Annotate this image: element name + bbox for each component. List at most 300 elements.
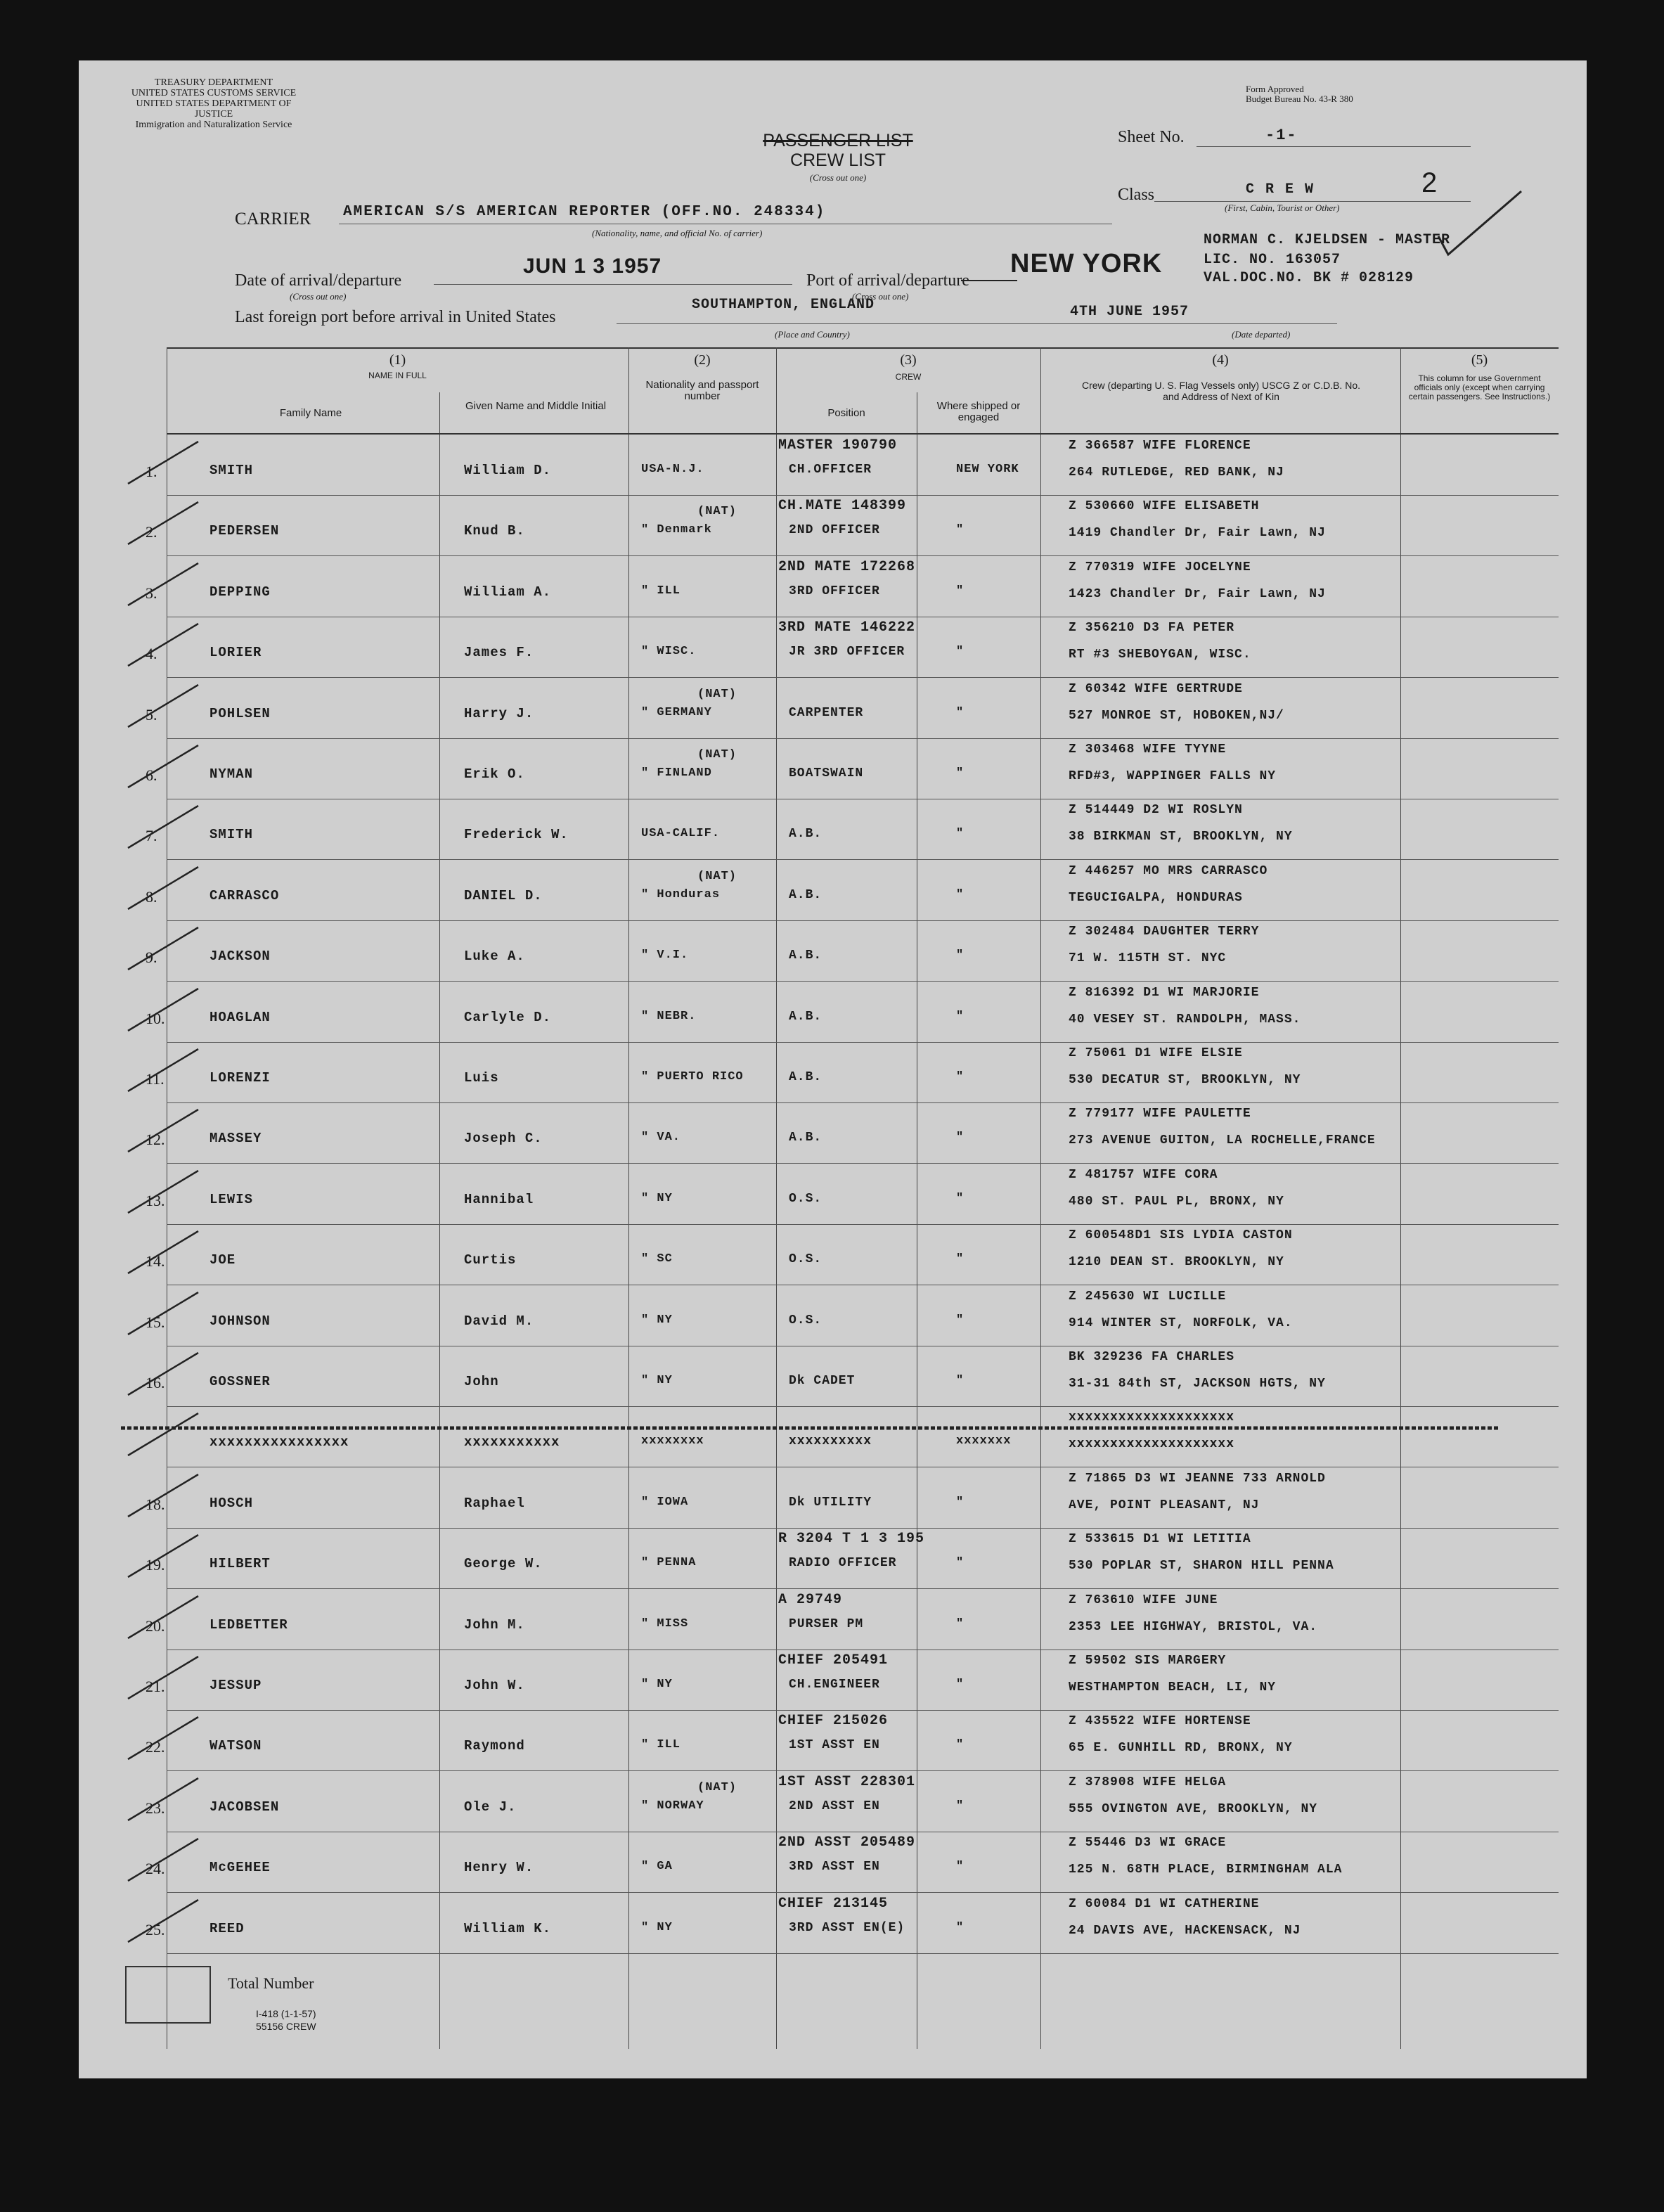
next-of-kin-address: 2353 LEE HIGHWAY, BRISTOL, VA. xyxy=(1069,1619,1318,1634)
form-number: I-418 (1-1-57) xyxy=(256,2008,316,2019)
family-name: NYMAN xyxy=(209,766,254,782)
nationality: " WISC. xyxy=(641,645,697,659)
tally-mark-icon xyxy=(121,1102,205,1159)
column-4-title: Crew (departing U. S. Flag Vessels only) USCG Z or C.D.B. No. and Address of Next of Kin xyxy=(1081,380,1360,402)
where-engaged: " xyxy=(956,1556,965,1570)
where-engaged: " xyxy=(956,1495,965,1509)
position: 3RD ASST EN(E) xyxy=(789,1920,905,1935)
table-row xyxy=(79,556,1587,617)
given-name: Harry J. xyxy=(464,705,534,721)
cancelled-row-strike xyxy=(121,1417,1499,1439)
where-engaged: " xyxy=(956,1616,965,1631)
nationality: " GA xyxy=(641,1860,673,1874)
row-number: 13. xyxy=(146,1191,165,1209)
family-name: HOSCH xyxy=(209,1495,254,1511)
nationality: " NEBR. xyxy=(641,1009,697,1023)
tally-mark-icon xyxy=(121,1893,205,1949)
row-number: 18. xyxy=(146,1495,165,1513)
nationality: " FINLAND xyxy=(641,766,712,780)
where-engaged: " xyxy=(956,1313,965,1327)
nationality-note: (NAT) xyxy=(697,748,737,761)
family-name: McGEHEE xyxy=(209,1860,271,1876)
family-name: POHLSEN xyxy=(209,705,271,721)
position: Dk CADET xyxy=(789,1374,856,1388)
nationality: " NY xyxy=(641,1374,673,1387)
family-name: WATSON xyxy=(209,1738,262,1754)
last-port-value: SOUTHAMPTON, ENGLAND xyxy=(692,297,875,313)
crew-id-next-of-kin: Z 378908 WIFE HELGA xyxy=(1069,1775,1227,1789)
family-name: JACKSON xyxy=(209,949,271,965)
next-of-kin-address: 1423 Chandler Dr, Fair Lawn, NJ xyxy=(1069,586,1326,601)
table-row xyxy=(79,738,1587,799)
family-name: CARRASCO xyxy=(209,887,280,904)
family-name: JACOBSEN xyxy=(209,1799,280,1815)
table-row xyxy=(79,1224,1587,1285)
given-name: William D. xyxy=(464,463,552,478)
given-name: John W. xyxy=(464,1678,525,1693)
position: RADIO OFFICER xyxy=(789,1556,897,1571)
given-name: Luke A. xyxy=(464,949,525,965)
family-name: MASSEY xyxy=(209,1131,262,1147)
port-label: Port of arrival/departure xyxy=(806,271,969,290)
date-label: Date of arrival/departure xyxy=(235,271,402,290)
row-number: 12. xyxy=(146,1131,165,1149)
carrier-value: AMERICAN S/S AMERICAN REPORTER (OFF.NO. 248334) xyxy=(343,204,826,220)
column-position-header: Position xyxy=(827,407,865,419)
position: A.B. xyxy=(789,827,823,842)
master-license: LIC. NO. 163057 xyxy=(1204,252,1341,268)
nationality: " NORWAY xyxy=(641,1799,704,1813)
nationality: " VA. xyxy=(641,1131,681,1145)
page-mark: 2 xyxy=(1421,167,1438,198)
date-caption: (Cross out one) xyxy=(290,291,347,302)
crew-id-next-of-kin: Z 533615 D1 WI LETITIA xyxy=(1069,1532,1251,1547)
table-row xyxy=(79,435,1587,495)
crew-id-next-of-kin: Z 514449 D2 WI ROSLYN xyxy=(1069,803,1243,818)
tally-mark-icon xyxy=(121,1650,205,1706)
table-row xyxy=(79,982,1587,1042)
where-engaged: " xyxy=(956,1191,965,1205)
tally-mark-icon xyxy=(121,678,205,734)
cross-out-departure xyxy=(961,274,1017,288)
row-number: 15. xyxy=(146,1313,165,1331)
nationality-note: (NAT) xyxy=(697,687,737,701)
family-name: LORENZI xyxy=(209,1070,271,1086)
given-name: Luis xyxy=(464,1070,499,1086)
table-row xyxy=(79,495,1587,555)
nationality: " NY xyxy=(641,1678,673,1691)
class-label: Class xyxy=(1118,186,1155,204)
next-of-kin-address: 555 OVINGTON AVE, BROOKLYN, NY xyxy=(1069,1801,1318,1816)
last-port-label: Last foreign port before arrival in United States xyxy=(235,308,556,326)
where-engaged: " xyxy=(956,766,965,780)
next-of-kin-address: 480 ST. PAUL PL, BRONX, NY xyxy=(1069,1194,1284,1209)
given-name: William A. xyxy=(464,584,552,600)
table-row xyxy=(79,1710,1587,1770)
class-caption: (First, Cabin, Tourist or Other) xyxy=(1225,202,1340,213)
table-row xyxy=(79,1102,1587,1163)
position: CH.OFFICER xyxy=(789,463,872,477)
where-engaged: " xyxy=(956,645,965,659)
license-number: CH.MATE 148399 xyxy=(778,498,907,515)
crew-id-next-of-kin: Z 356210 D3 FA PETER xyxy=(1069,621,1235,636)
nationality: " Denmark xyxy=(641,523,712,537)
nationality: " NY xyxy=(641,1920,673,1934)
row-number: 8. xyxy=(146,887,157,906)
column-1-number: (1) xyxy=(389,352,406,368)
given-name: William K. xyxy=(464,1920,552,1936)
tally-mark-icon xyxy=(121,799,205,855)
given-name: John M. xyxy=(464,1616,525,1633)
row-number: 2. xyxy=(146,523,157,541)
agency-line: TREASURY DEPARTMENT xyxy=(154,77,273,88)
next-of-kin-address: RFD#3, WAPPINGER FALLS NY xyxy=(1069,769,1277,783)
table-row xyxy=(79,1164,1587,1224)
nationality-note: (NAT) xyxy=(697,1780,737,1794)
where-engaged: " xyxy=(956,1374,965,1387)
nationality: " PUERTO RICO xyxy=(641,1070,744,1084)
port-caption: (Cross out one) xyxy=(852,291,909,302)
given-name: Frederick W. xyxy=(464,827,569,843)
row-number: 9. xyxy=(146,949,157,967)
license-number: 1ST ASST 228301 xyxy=(778,1773,916,1790)
position: A.B. xyxy=(789,949,823,963)
given-name: George W. xyxy=(464,1556,543,1572)
tally-mark-icon xyxy=(121,1346,205,1402)
sheet-label: Sheet No. xyxy=(1118,128,1185,146)
table-row xyxy=(79,1528,1587,1588)
position: O.S. xyxy=(789,1191,823,1206)
column-3-title: CREW xyxy=(895,372,922,382)
row-number: 3. xyxy=(146,584,157,602)
nationality: " SC xyxy=(641,1252,673,1266)
column-3-number: (3) xyxy=(900,352,917,368)
nationality: " ILL xyxy=(641,1738,681,1752)
total-number-label: Total Number xyxy=(228,1974,314,1992)
position: CH.ENGINEER xyxy=(789,1678,880,1692)
nationality: " V.I. xyxy=(641,949,689,963)
crew-id-next-of-kin: Z 816392 D1 WI MARJORIE xyxy=(1069,985,1260,1000)
tally-mark-icon xyxy=(121,1710,205,1766)
column-5-title: This column for use Government officials only (except when carrying certain passengers. See Instructions.) xyxy=(1408,373,1551,401)
crew-id-next-of-kin: Z 245630 WI LUCILLE xyxy=(1069,1289,1227,1304)
row-number: 10. xyxy=(146,1009,165,1027)
table-top-border xyxy=(167,347,1559,349)
nationality: " Honduras xyxy=(641,887,721,901)
where-engaged: " xyxy=(956,887,965,901)
row-number: 6. xyxy=(146,766,157,784)
next-of-kin-address: 71 W. 115TH ST. NYC xyxy=(1069,951,1227,966)
family-name: LEDBETTER xyxy=(209,1616,288,1633)
license-number: CHIEF 205491 xyxy=(778,1652,889,1668)
given-name: David M. xyxy=(464,1313,534,1329)
nationality: " ILL xyxy=(641,584,681,598)
next-of-kin-address: xxxxxxxxxxxxxxxxxxxx xyxy=(1069,1437,1235,1452)
row-number: 22. xyxy=(146,1738,165,1756)
total-number-box xyxy=(125,1966,211,2024)
where-engaged: " xyxy=(956,1131,965,1145)
table-row xyxy=(79,799,1587,859)
next-of-kin-address: 125 N. 68TH PLACE, BIRMINGHAM ALA xyxy=(1069,1863,1343,1877)
nationality: USA-N.J. xyxy=(641,463,704,476)
tally-mark-icon xyxy=(121,982,205,1038)
where-engaged: " xyxy=(956,1070,965,1084)
license-number: 2ND MATE 172268 xyxy=(778,558,916,575)
tally-mark-icon xyxy=(121,738,205,795)
row-number: 21. xyxy=(146,1678,165,1695)
next-of-kin-address: 914 WINTER ST, NORFOLK, VA. xyxy=(1069,1316,1293,1330)
master-doc: VAL.DOC.NO. BK # 028129 xyxy=(1204,270,1414,286)
license-number: 3RD MATE 146222 xyxy=(778,619,916,636)
nationality: " PENNA xyxy=(641,1556,697,1570)
family-name: SMITH xyxy=(209,463,254,478)
table-row xyxy=(79,1893,1587,1953)
column-2-title: Nationality and passport number xyxy=(645,379,759,402)
next-of-kin-address: WESTHAMPTON BEACH, LI, NY xyxy=(1069,1680,1277,1695)
tally-mark-icon xyxy=(121,495,205,551)
position: Dk UTILITY xyxy=(789,1495,872,1510)
row-divider xyxy=(167,1953,1559,1954)
sheet-underline xyxy=(1197,146,1471,147)
row-number: 14. xyxy=(146,1252,165,1271)
position: 1ST ASST EN xyxy=(789,1738,880,1753)
given-name: DANIEL D. xyxy=(464,887,543,904)
where-engaged: " xyxy=(956,705,965,719)
place-caption: (Place and Country) xyxy=(775,329,850,340)
crew-id-next-of-kin: BK 329236 FA CHARLES xyxy=(1069,1350,1235,1364)
crew-id-next-of-kin: Z 481757 WIFE CORA xyxy=(1069,1167,1218,1182)
nationality: " MISS xyxy=(641,1616,689,1631)
position: A.B. xyxy=(789,1070,823,1084)
row-number: 19. xyxy=(146,1556,165,1574)
next-of-kin-address: 40 VESEY ST. RANDOLPH, MASS. xyxy=(1069,1012,1301,1027)
crew-id-next-of-kin: Z 60342 WIFE GERTRUDE xyxy=(1069,681,1243,696)
tally-mark-icon xyxy=(121,1042,205,1098)
position: PURSER PM xyxy=(789,1616,864,1631)
title-caption: (Cross out one) xyxy=(809,172,867,183)
position: CARPENTER xyxy=(789,705,864,720)
given-name: Ole J. xyxy=(464,1799,517,1815)
tally-mark-icon xyxy=(121,1771,205,1827)
next-of-kin-address: 24 DAVIS AVE, HACKENSACK, NJ xyxy=(1069,1923,1301,1938)
approval-line: Budget Bureau No. 43-R 380 xyxy=(1246,94,1353,104)
position: xxxxxxxxxx xyxy=(789,1434,872,1449)
position: BOATSWAIN xyxy=(789,766,864,780)
row-number: 16. xyxy=(146,1374,165,1391)
column-family-header: Family Name xyxy=(279,407,342,419)
table-row xyxy=(79,860,1587,920)
table-row xyxy=(79,1589,1587,1650)
crew-id-next-of-kin: Z 435522 WIFE HORTENSE xyxy=(1069,1714,1251,1729)
license-number: CHIEF 215026 xyxy=(778,1713,889,1730)
carrier-caption: (Nationality, name, and official No. of carrier) xyxy=(592,228,763,238)
date-departed-caption: (Date departed) xyxy=(1232,329,1291,340)
crew-id-next-of-kin: Z 763610 WIFE JUNE xyxy=(1069,1593,1218,1607)
next-of-kin-address: 530 POPLAR ST, SHARON HILL PENNA xyxy=(1069,1559,1334,1574)
crew-id-next-of-kin: Z 779177 WIFE PAULETTE xyxy=(1069,1107,1251,1121)
crew-id-next-of-kin: Z 600548D1 SIS LYDIA CASTON xyxy=(1069,1228,1293,1243)
column-given-header: Given Name and Middle Initial xyxy=(465,400,607,412)
tally-mark-icon xyxy=(121,617,205,673)
table-row xyxy=(79,617,1587,677)
family-name: DEPPING xyxy=(209,584,271,600)
row-number: 7. xyxy=(146,827,157,845)
family-name: PEDERSEN xyxy=(209,523,280,539)
column-5-number: (5) xyxy=(1471,352,1488,368)
date-underline xyxy=(434,284,792,285)
where-engaged: " xyxy=(956,584,965,598)
row-number: 1. xyxy=(146,463,157,480)
class-value: C R E W xyxy=(1246,181,1315,198)
nationality: USA-CALIF. xyxy=(641,827,721,841)
given-name: John xyxy=(464,1374,499,1389)
family-name: JOE xyxy=(209,1252,236,1268)
where-engaged: xxxxxxx xyxy=(956,1434,1012,1448)
license-number: R 3204 T 1 3 195 xyxy=(778,1531,925,1548)
given-name: Carlyle D. xyxy=(464,1009,552,1025)
table-row xyxy=(79,1650,1587,1710)
tally-mark-icon xyxy=(121,1589,205,1645)
row-number: 24. xyxy=(146,1860,165,1878)
family-name: JOHNSON xyxy=(209,1313,271,1329)
family-name: HILBERT xyxy=(209,1556,271,1572)
row-number: 20. xyxy=(146,1616,165,1635)
position: 3RD OFFICER xyxy=(789,584,880,598)
given-name: Raymond xyxy=(464,1738,525,1754)
table-row xyxy=(79,1285,1587,1346)
position: A.B. xyxy=(789,1131,823,1145)
crew-id-next-of-kin: Z 55446 D3 WI GRACE xyxy=(1069,1836,1227,1851)
next-of-kin-address: 65 E. GUNHILL RD, BRONX, NY xyxy=(1069,1741,1293,1756)
crew-id-next-of-kin: Z 366587 WIFE FLORENCE xyxy=(1069,439,1251,453)
given-name: Knud B. xyxy=(464,523,525,539)
tally-mark-icon xyxy=(121,1832,205,1888)
family-name: xxxxxxxxxxxxxxxx xyxy=(209,1434,349,1451)
table-row xyxy=(79,920,1587,981)
table-row xyxy=(79,1346,1587,1406)
table-row xyxy=(79,1042,1587,1102)
table-row xyxy=(79,1771,1587,1832)
where-engaged: " xyxy=(956,949,965,963)
table-row xyxy=(79,1832,1587,1892)
given-name: xxxxxxxxxxx xyxy=(464,1434,560,1451)
carrier-label: CARRIER xyxy=(235,210,311,229)
given-name: Henry W. xyxy=(464,1860,534,1876)
row-number: 5. xyxy=(146,705,157,724)
agency-line: Immigration and Naturalization Service xyxy=(135,120,292,130)
family-name: GOSSNER xyxy=(209,1374,271,1389)
tally-mark-icon xyxy=(121,920,205,977)
crew-id-next-of-kin: Z 59502 SIS MARGERY xyxy=(1069,1654,1227,1668)
where-engaged: " xyxy=(956,1920,965,1934)
column-where-header: Where shipped or engaged xyxy=(936,400,1021,423)
position: 2ND OFFICER xyxy=(789,523,880,538)
next-of-kin-address: 31-31 84th ST, JACKSON HGTS, NY xyxy=(1069,1377,1326,1391)
crew-id-next-of-kin: Z 446257 MO MRS CARRASCO xyxy=(1069,863,1268,878)
given-name: Hannibal xyxy=(464,1191,534,1207)
where-engaged: " xyxy=(956,1860,965,1874)
family-name: SMITH xyxy=(209,827,254,843)
form-code: 55156 CREW xyxy=(256,2021,316,2032)
crew-id-next-of-kin: Z 71865 D3 WI JEANNE 733 ARNOLD xyxy=(1069,1471,1326,1486)
position: O.S. xyxy=(789,1313,823,1327)
license-number: 2ND ASST 205489 xyxy=(778,1834,916,1851)
column-1-title: NAME IN FULL xyxy=(368,371,427,380)
next-of-kin-address: 1210 DEAN ST. BROOKLYN, NY xyxy=(1069,1255,1284,1270)
where-engaged: " xyxy=(956,1738,965,1752)
family-name: LEWIS xyxy=(209,1191,254,1207)
position: JR 3RD OFFICER xyxy=(789,645,905,660)
crew-id-next-of-kin: Z 303468 WIFE TYYNE xyxy=(1069,742,1227,757)
date-departed-underline xyxy=(1021,323,1337,324)
nationality: " NY xyxy=(641,1313,673,1327)
where-engaged: " xyxy=(956,1799,965,1813)
class-underline xyxy=(1154,201,1471,202)
column-2-number: (2) xyxy=(694,352,711,368)
crew-list-title: CREW LIST xyxy=(789,150,886,170)
where-engaged: " xyxy=(956,827,965,841)
nationality: " GERMANY xyxy=(641,705,712,719)
port-value: NEW YORK xyxy=(1010,249,1163,278)
given-name: Erik O. xyxy=(464,766,525,782)
given-name: Curtis xyxy=(464,1252,517,1268)
tally-mark-icon xyxy=(121,1467,205,1524)
position: O.S. xyxy=(789,1252,823,1267)
table-row xyxy=(79,1467,1587,1528)
crew-id-next-of-kin: Z 770319 WIFE JOCELYNE xyxy=(1069,560,1251,574)
table-row xyxy=(79,678,1587,738)
row-number: 23. xyxy=(146,1799,165,1817)
crew-id-next-of-kin: Z 530660 WIFE ELISABETH xyxy=(1069,499,1260,514)
next-of-kin-address: 264 RUTLEDGE, RED BANK, NJ xyxy=(1069,465,1284,480)
check-mark-icon xyxy=(1436,187,1527,264)
given-name: Joseph C. xyxy=(464,1131,543,1147)
where-engaged: " xyxy=(956,523,965,537)
next-of-kin-address: 530 DECATUR ST, BROOKLYN, NY xyxy=(1069,1073,1301,1087)
tally-mark-icon xyxy=(121,1285,205,1342)
sheet-number: -1- xyxy=(1265,127,1298,144)
where-engaged: " xyxy=(956,1252,965,1266)
column-4-number: (4) xyxy=(1212,352,1229,368)
next-of-kin-address: 38 BIRKMAN ST, BROOKLYN, NY xyxy=(1069,830,1293,844)
position: A.B. xyxy=(789,887,823,902)
tally-mark-icon xyxy=(121,556,205,612)
next-of-kin-address: 273 AVENUE GUITON, LA ROCHELLE,FRANCE xyxy=(1069,1133,1376,1148)
nationality: " IOWA xyxy=(641,1495,689,1509)
passenger-list-title-struck: PASSENGER LIST xyxy=(763,131,913,150)
approval-block xyxy=(1246,84,1353,104)
crew-id-next-of-kin: Z 75061 D1 WIFE ELSIE xyxy=(1069,1046,1243,1060)
nationality-note: (NAT) xyxy=(697,869,737,883)
tally-mark-icon xyxy=(121,1528,205,1584)
license-number: CHIEF 213145 xyxy=(778,1895,889,1912)
next-of-kin-address: RT #3 SHEBOYGAN, WISC. xyxy=(1069,648,1251,662)
next-of-kin-address: 1419 Chandler Dr, Fair Lawn, NJ xyxy=(1069,526,1326,541)
family-name: REED xyxy=(209,1920,245,1936)
tally-mark-icon xyxy=(121,435,205,491)
agency-line: UNITED STATES DEPARTMENT OF JUSTICE xyxy=(136,98,292,120)
row-number: 25. xyxy=(146,1920,165,1938)
approval-line: Form Approved xyxy=(1246,84,1304,94)
agency-block xyxy=(122,77,305,130)
position: A.B. xyxy=(789,1009,823,1024)
next-of-kin-address: AVE, POINT PLEASANT, NJ xyxy=(1069,1498,1260,1512)
row-number: 4. xyxy=(146,645,157,663)
next-of-kin-address: TEGUCIGALPA, HONDURAS xyxy=(1069,890,1243,905)
row-number: 11. xyxy=(146,1070,165,1088)
nationality: " NY xyxy=(641,1191,673,1205)
given-name: Raphael xyxy=(464,1495,525,1511)
